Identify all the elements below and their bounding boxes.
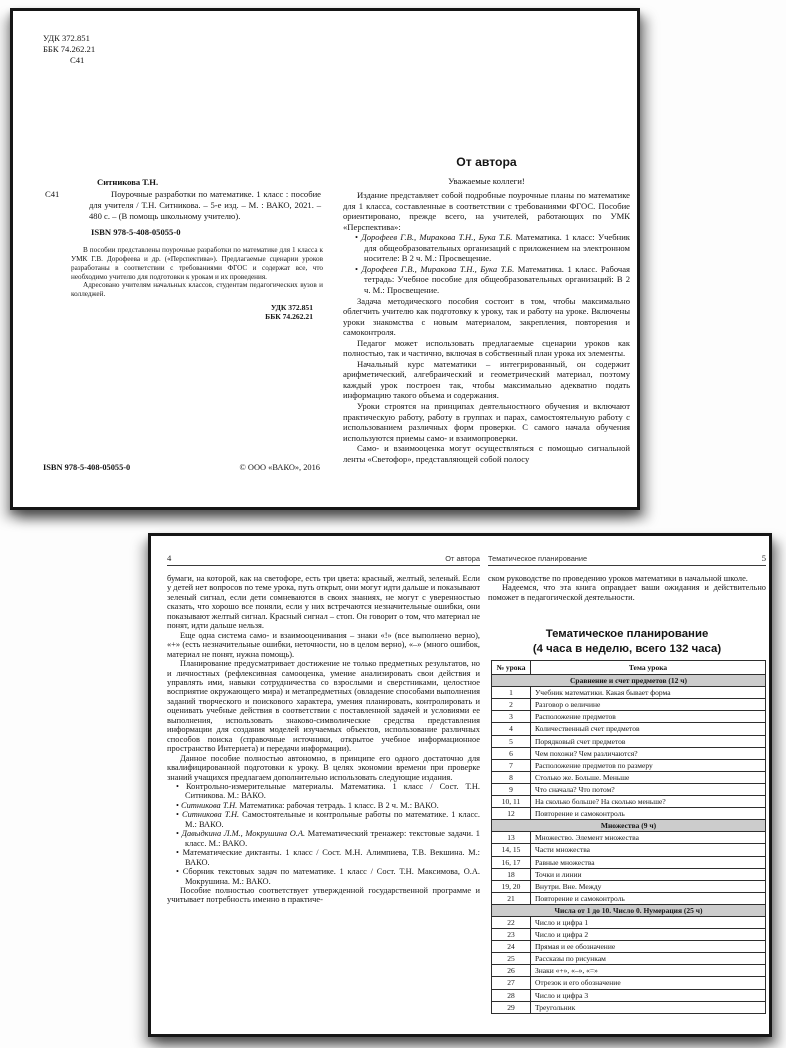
table-row — [492, 953, 766, 965]
table-header-row — [492, 661, 766, 675]
lesson-topic: Разговор о величине — [531, 699, 766, 711]
lesson-topic: Число и цифра 2 — [531, 929, 766, 941]
page4-body — [167, 574, 480, 905]
lesson-number: 21 — [492, 892, 531, 904]
col-header-lesson-topic: Тема урока — [531, 661, 766, 675]
lesson-topic: Знаки «+», «–», «=» — [531, 965, 766, 977]
planning-title — [488, 627, 766, 657]
udk-number-bottom: УДК 372.851 — [270, 302, 313, 312]
lesson-topic: Отрезок и его обозначение — [531, 977, 766, 989]
page-number: 4 — [167, 553, 172, 563]
bullet-marker: • — [176, 867, 183, 877]
paragraph: Задача методического пособия состоит в том, чтобы максимально облегчить учителю как подготовку к уроку, так и работу на уроке. Включены уроки знакомства с новым материалом, закрепления, повторения и самоконтроля. — [343, 295, 630, 338]
table-row — [492, 989, 766, 1001]
bullet-marker: • — [176, 848, 183, 858]
table-row — [492, 699, 766, 711]
planning-title-line1: Тематическое планирование — [545, 628, 709, 640]
section-row — [492, 820, 766, 832]
lesson-number: 22 — [492, 916, 531, 928]
page5-paragraphs — [488, 574, 766, 602]
book-spread-imprint — [10, 8, 640, 510]
section-label: Числа от 1 до 10. Число 0. Нумерация (25 ч) — [492, 904, 766, 916]
lesson-topic: Чем похожи? Чем различаются? — [531, 747, 766, 759]
item-text: Математика. 1 класс. Рабочая тетрадь: Учебное пособие для общеобразовательных организаций: В 2 ч. М.: Просвещение. — [364, 263, 630, 296]
lesson-topic: Столько же. Больше. Меньше — [531, 771, 766, 783]
salutation: Уважаемые коллеги! — [448, 175, 525, 186]
paragraph: ском руководстве по проведению уроков математики в начальной школе. — [488, 574, 748, 583]
table-row — [492, 796, 766, 808]
running-head-page5 — [488, 553, 766, 566]
table-row — [492, 1001, 766, 1013]
paragraph: Надеемся, что эта книга оправдает ваши ожидания и действительно поможет в педагогической деятельности. — [488, 583, 766, 602]
list-item — [167, 782, 480, 801]
list-item — [167, 867, 480, 886]
bbk-number-bottom: ББК 74.262.21 — [265, 312, 313, 322]
section-row — [492, 675, 766, 687]
running-title: Тематическое планирование — [488, 554, 588, 563]
lesson-topic: Расположение предметов — [531, 711, 766, 723]
running-head-page4 — [167, 553, 480, 566]
lesson-number: 5 — [492, 735, 531, 747]
lesson-topic: Что сначала? Что потом? — [531, 783, 766, 795]
table-row — [492, 965, 766, 977]
lesson-number: 26 — [492, 965, 531, 977]
item-text: Контрольно-измерительные материалы. Математика. 1 класс / Сост. Т.Н. Ситникова. М.: ВАКО. — [185, 781, 480, 801]
lesson-topic: Повторение и самоконтроль — [531, 808, 766, 820]
lesson-number: 7 — [492, 759, 531, 771]
lesson-topic: Треугольник — [531, 1001, 766, 1013]
lesson-topic: Части множества — [531, 844, 766, 856]
table-row — [492, 880, 766, 892]
item-text: Математика. 1 класс: Учебник для общеобразовательных организаций с приложением на электронном носителе: В 2 ч. М.: Просвещение. — [364, 232, 630, 264]
lesson-number: 24 — [492, 941, 531, 953]
lesson-number: 1 — [492, 687, 531, 699]
lesson-topic: Множество. Элемент множества — [531, 832, 766, 844]
book-code: С41 — [70, 55, 85, 65]
lesson-number: 13 — [492, 832, 531, 844]
lesson-number: 18 — [492, 868, 531, 880]
lesson-number: 19, 20 — [492, 880, 531, 892]
col-header-lesson-number: № урока — [492, 661, 531, 675]
lesson-number: 10, 11 — [492, 796, 531, 808]
item-authors: Дорофеев Г.В., Миракова Т.Н., Бука Т.Б. — [361, 232, 513, 243]
author-name: Ситникова Т.Н. — [97, 177, 159, 187]
imprint-footer — [43, 463, 320, 472]
table-row — [492, 868, 766, 880]
isbn: ISBN 978-5-408-05055-0 — [91, 227, 181, 238]
table-row — [492, 808, 766, 820]
paragraph: Начальный курс математики – интегрированный, он содержит арифметический, алгебраический и геометрический материал, поэтому каждый урок построен так, чтобы максимально адекватно подать информацию такого объема и содержания. — [343, 358, 630, 401]
item-text: Математический тренажер: текстовые задачи. 1 класс. М.: ВАКО. — [185, 829, 480, 848]
list-item — [167, 801, 480, 810]
lesson-number: 16, 17 — [492, 856, 531, 868]
table-row — [492, 687, 766, 699]
annotation-paragraph: В пособии представлены поурочные разработки по математике для 1 класса к УМК Г.В. Дорофеева и др. («Перспектива»). Предлагаемые сценарии уроков разработаны в соответствии с требованиями ФГОС и содержат все, что необходимо учителю для подготовки к урокам и их проведения. — [71, 246, 323, 281]
section-label: Сравнение и счет предметов (12 ч) — [492, 675, 766, 687]
lesson-number: 8 — [492, 771, 531, 783]
bbk-number: ББК 74.262.21 — [43, 44, 96, 54]
paragraph: бумаги, на которой, как на светофоре, есть три цвета: красный, желтый, зеленый. Если у детей нет вопросов по теме урока, путь открыт, они могут идти дальше и показывают зеленый сигнал, если дети сомневаются в своих знаниях, не могут с уверенностью сказать, что хорошо все поняли, если у них встречаются незначительные ошибки, они показывают желтый сигнал. Красный сигнал – стоп. Он говорит о том, что материал не понят, идти дальше нельзя. — [167, 574, 480, 631]
item-authors: Ситникова Т.Н. — [181, 810, 240, 820]
book-spread-pages-4-5 — [148, 533, 772, 1037]
page4-book-list — [167, 782, 480, 886]
section-row — [492, 904, 766, 916]
lesson-number: 4 — [492, 723, 531, 735]
table-row — [492, 723, 766, 735]
lesson-topic: Учебник математики. Какая бывает форма — [531, 687, 766, 699]
table-row — [492, 735, 766, 747]
planning-table — [491, 660, 766, 1014]
lesson-number: 12 — [492, 808, 531, 820]
lesson-topic: Число и цифра 1 — [531, 916, 766, 928]
paragraph: Еще одна система само- и взаимооценивания – знаки «!» (все выполнено верно), «+» (есть незначительные ошибки, неточности, но в целом верно), «–» (много ошибок, материал не понят, нужна помощь). — [167, 630, 480, 659]
item-authors: Давыдкина Л.М., Мокрушина О.А. — [181, 829, 306, 839]
paragraph: Планирование предусматривает достижение не только предметных результатов, но и личностных (рефлексивная самооценка, умение анализировать свои действия и управлять ими, навыки сотрудничества со взрослыми и сверстниками, целостное восприятие окружающего мира) и метапредметных (овладение способами выполнения заданий творческого и поискового характера, умения планировать, контролировать и оценивать учебные действия в соответствии с поставленной задачей и условиями ее выполнения, использовать знаково-символические средства представления информации для создания моделей изучаемых объектов, использование различных способов поиска (справочные источники, открытое учебное информационное пространство Интернета) и передачи информации). — [167, 659, 480, 754]
table-row — [492, 771, 766, 783]
bullet-marker: • — [176, 829, 182, 839]
bullet-marker: • — [176, 781, 186, 791]
table-row — [492, 856, 766, 868]
table-row — [492, 929, 766, 941]
bullet-marker: • — [355, 263, 362, 274]
list-item — [167, 810, 480, 829]
bibliographic-description: Поурочные разработки по математике. 1 класс : пособие для учителя / Т.Н. Ситникова. – 5-е изд. – М. : ВАКО, 2021. – 480 с. – (В помощь школьному учителю). — [89, 189, 321, 221]
item-authors: Дорофеев Г.В., Миракова Т.Н., Бука Т.Б. — [361, 263, 515, 274]
lesson-topic: Количественный счет предметов — [531, 723, 766, 735]
foreword-paragraphs — [343, 296, 630, 465]
lesson-number: 6 — [492, 747, 531, 759]
list-item — [167, 848, 480, 867]
foreword-title: От автора — [456, 155, 517, 169]
table-row — [492, 977, 766, 989]
book-code-margin: С41 — [45, 189, 60, 199]
lesson-topic: Повторение и самоконтроль — [531, 892, 766, 904]
list-item — [343, 232, 630, 264]
bibliographic-entry — [43, 189, 325, 221]
lesson-topic: Равные множества — [531, 856, 766, 868]
footer-isbn: ISBN 978-5-408-05055-0 — [43, 463, 131, 472]
udk-bbk-bottom — [71, 303, 313, 322]
lesson-number: 3 — [492, 711, 531, 723]
table-row — [492, 783, 766, 795]
lesson-number: 2 — [492, 699, 531, 711]
page4-paragraphs — [167, 574, 480, 782]
table-row — [492, 832, 766, 844]
paragraph: Пособие полностью соответствует утвержденной государственной программе и учитывает потребность именно в практиче- — [167, 885, 480, 905]
item-text: Самостоятельные и контрольные работы по математике. 1 класс. М.: ВАКО. — [185, 810, 480, 829]
paragraph: Педагог может использовать предлагаемые сценарии уроков как полностью, так и частично, включая в собственный план урока их элементы. — [343, 337, 630, 359]
foreword-book-list — [343, 232, 630, 295]
table-row — [492, 844, 766, 856]
table-row — [492, 747, 766, 759]
item-authors: Ситникова Т.Н. — [181, 800, 238, 810]
table-row — [492, 711, 766, 723]
copyright-page — [43, 33, 325, 322]
planning-title-line2: (4 часа в неделю, всего 132 часа) — [532, 643, 722, 655]
list-item — [343, 264, 630, 296]
bullet-marker: • — [176, 800, 182, 810]
lesson-number: 9 — [492, 783, 531, 795]
foreword-page — [343, 157, 630, 464]
paragraph: Само- и взаимооценка могут осуществляться с помощью сигнальной ленты «Светофор», представляющей собой полосу — [343, 443, 630, 464]
lesson-topic: Прямая и ее обозначение — [531, 941, 766, 953]
item-text: Математические диктанты. 1 класс / Сост. М.Н. Алимпиева, Т.В. Векшина. М.: ВАКО. — [182, 848, 480, 867]
paragraph: Издание представляет собой подробные поурочные планы по математике для 1 класса, составленные в соответствии с требованиями ФГОС. Пособие ориентировано, прежде всего, на учителей, работающих по УМК «Перспектива»: — [343, 190, 630, 232]
table-row — [492, 941, 766, 953]
lesson-topic: Порядковый счет предметов — [531, 735, 766, 747]
running-title: От автора — [445, 554, 480, 563]
lesson-topic: На сколько больше? На сколько меньше? — [531, 796, 766, 808]
paragraph: Данное пособие полностью автономно, в принципе его одного достаточно для квалифицированной подготовки к уроку. В целях экономии времени при проверке знаний учащихся предлагаем дополнительно использовать следующие издания. — [167, 753, 480, 782]
lesson-topic: Рассказы по рисункам — [531, 953, 766, 965]
bullet-marker: • — [176, 810, 182, 820]
lesson-topic: Внутри. Вне. Между — [531, 880, 766, 892]
annotation — [71, 246, 323, 298]
list-item — [167, 829, 480, 848]
lesson-number: 28 — [492, 989, 531, 1001]
lesson-number: 29 — [492, 1001, 531, 1013]
lesson-topic: Расположение предметов по размеру — [531, 759, 766, 771]
udk-number: УДК 372.851 — [43, 33, 90, 43]
section-label: Множества (9 ч) — [492, 820, 766, 832]
page5-paragraph-list — [488, 574, 766, 602]
lesson-number: 14, 15 — [492, 844, 531, 856]
item-text: Сборник текстовых задач по математике. 1 класс / Сост. Т.Н. Максимова, О.А. Мокрушина. М.: ВАКО. — [182, 867, 480, 886]
table-row — [492, 892, 766, 904]
table-row — [492, 916, 766, 928]
bullet-marker: • — [355, 232, 362, 243]
lesson-number: 25 — [492, 953, 531, 965]
lesson-number: 23 — [492, 929, 531, 941]
table-row — [492, 759, 766, 771]
lesson-topic: Точки и линии — [531, 868, 766, 880]
lesson-number: 27 — [492, 977, 531, 989]
annotation-paragraph: Адресовано учителям начальных классов, студентам педагогических вузов и колледжей. — [71, 281, 323, 298]
lesson-topic: Число и цифра 3 — [531, 989, 766, 1001]
planning-table-wrap — [491, 660, 766, 1014]
page-number: 5 — [761, 553, 766, 563]
footer-copyright: © ООО «ВАКО», 2016 — [239, 463, 320, 472]
paragraph: Уроки строятся на принципах деятельностного обучения и включают практическую работу, работу в группах и парах, самостоятельную работу с использованием различных форм проверки. С самого начала обучения используются приемы само- и взаимопроверки. — [343, 401, 630, 443]
item-text: Математика: рабочая тетрадь. 1 класс. В 2 ч. М.: ВАКО. — [237, 800, 439, 810]
